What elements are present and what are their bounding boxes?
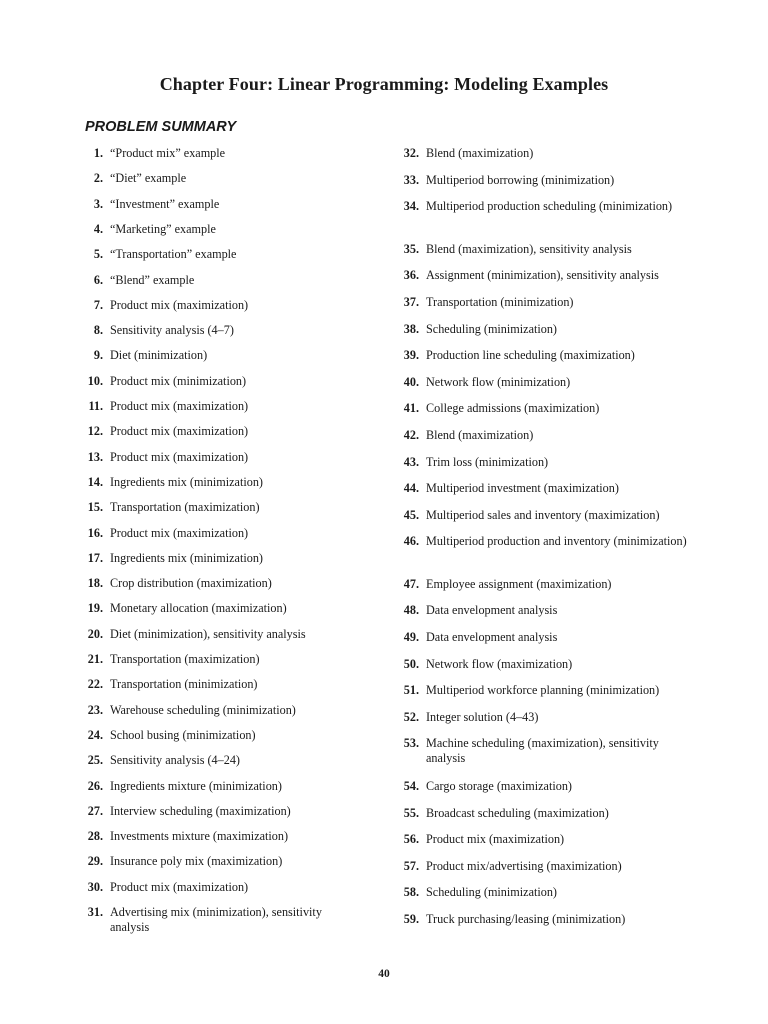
item-text: Blend (maximization), sensitivity analysis: [426, 241, 632, 256]
list-item: [72, 146, 340, 161]
list-item: [72, 854, 340, 869]
list-item: [388, 173, 688, 188]
list-item: [72, 424, 340, 439]
item-text: Ingredients mix (minimization): [110, 474, 263, 489]
list-item: [388, 710, 688, 725]
item-number: 43.: [403, 454, 419, 469]
item-text: Multiperiod production and inventory (minimization): [426, 534, 687, 549]
item-number: 23.: [87, 702, 103, 717]
item-text: Multiperiod investment (maximization): [426, 481, 619, 496]
item-text: Scheduling (minimization): [426, 885, 557, 900]
item-number: 19.: [87, 601, 103, 616]
item-text: Ingredients mixture (minimization): [110, 778, 282, 793]
list-item: [388, 322, 688, 337]
item-number: 54.: [403, 778, 419, 793]
item-text: College admissions (maximization): [426, 401, 600, 416]
item-number: 56.: [403, 832, 419, 847]
list-item: [388, 401, 688, 416]
item-number: 1.: [93, 146, 103, 160]
item-text: Ingredients mix (minimization): [110, 550, 263, 565]
list-item: [388, 912, 688, 927]
item-text: Production line scheduling (maximization): [426, 348, 635, 363]
section-heading: PROBLEM SUMMARY: [85, 119, 237, 135]
list-item: [72, 171, 340, 186]
item-text: Scheduling (minimization): [426, 321, 557, 336]
item-text: “Blend” example: [110, 272, 195, 287]
item-number: 6.: [93, 272, 103, 287]
item-number: 32.: [403, 146, 419, 160]
list-item: [72, 399, 340, 414]
item-text: Product mix (maximization): [110, 525, 249, 540]
item-number: 3.: [93, 196, 103, 211]
item-number: 4.: [93, 221, 103, 236]
list-item: [72, 905, 340, 935]
item-number: 9.: [93, 348, 103, 363]
list-item: [72, 500, 340, 515]
item-number: 13.: [87, 449, 103, 464]
item-text: Sensitivity analysis (4–7): [110, 323, 234, 338]
list-item: [72, 677, 340, 692]
list-item: [72, 576, 340, 591]
item-number: 17.: [87, 550, 103, 565]
item-text: Product mix (maximization): [110, 879, 249, 894]
list-item: [72, 728, 340, 743]
item-number: 48.: [403, 603, 419, 618]
item-text: Data envelopment analysis: [426, 603, 558, 618]
list-item: [72, 450, 340, 465]
list-item: [72, 323, 340, 338]
item-text: Crop distribution (maximization): [110, 576, 272, 591]
list-item: [388, 630, 688, 645]
item-number: 12.: [87, 424, 103, 439]
item-number: 53.: [403, 736, 419, 751]
item-text: “Transportation” example: [110, 247, 237, 262]
item-number: 47.: [403, 576, 419, 591]
list-item: [388, 534, 688, 549]
list-item: [388, 885, 688, 900]
item-text: Network flow (maximization): [426, 656, 573, 671]
item-text: “Product mix” example: [110, 146, 226, 160]
item-number: 18.: [87, 576, 103, 591]
item-text: Product mix (maximization): [110, 297, 249, 312]
item-text: Product mix (maximization): [110, 424, 249, 439]
list-item: [388, 481, 688, 496]
page-number: 40: [378, 968, 390, 980]
item-text: Blend (maximization): [426, 146, 534, 160]
item-number: 34.: [403, 199, 419, 214]
item-text: “Diet” example: [110, 171, 187, 186]
item-number: 58.: [403, 885, 419, 900]
item-text: Multiperiod sales and inventory (maximization): [426, 507, 660, 522]
item-number: 20.: [87, 626, 103, 641]
item-number: 55.: [403, 805, 419, 820]
item-number: 11.: [88, 399, 103, 413]
item-number: 46.: [403, 534, 419, 549]
list-item: [72, 753, 340, 768]
item-number: 21.: [87, 652, 103, 666]
list-item: [72, 222, 340, 237]
item-number: 28.: [87, 829, 103, 844]
item-number: 31.: [87, 905, 103, 919]
item-text: Multiperiod workforce planning (minimization): [426, 683, 660, 698]
item-number: 41.: [403, 401, 419, 416]
list-item: [388, 859, 688, 874]
item-number: 2.: [93, 171, 103, 186]
list-item: [72, 829, 340, 844]
item-text: Interview scheduling (maximization): [110, 803, 291, 818]
list-item: [72, 551, 340, 566]
item-text: Cargo storage (maximization): [426, 778, 572, 793]
item-number: 16.: [87, 525, 103, 540]
list-item: [388, 736, 688, 766]
list-item: [72, 880, 340, 895]
item-text: Investments mixture (maximization): [110, 829, 289, 844]
item-number: 44.: [403, 481, 419, 496]
item-text: “Marketing” example: [110, 221, 216, 236]
item-number: 51.: [403, 683, 419, 698]
item-text: Sensitivity analysis (4–24): [110, 753, 240, 768]
list-item: [72, 703, 340, 718]
list-item: [72, 197, 340, 212]
list-item: [72, 526, 340, 541]
list-item: [72, 374, 340, 389]
item-number: 57.: [403, 858, 419, 873]
item-text: Insurance poly mix (maximization): [110, 854, 283, 869]
item-number: 33.: [403, 172, 419, 187]
item-text: Transportation (maximization): [110, 652, 260, 666]
item-text: Transportation (minimization): [110, 677, 258, 692]
item-text: Transportation (maximization): [110, 500, 260, 515]
item-number: 24.: [87, 727, 103, 742]
item-text: Assignment (minimization), sensitivity analysis: [426, 268, 659, 283]
list-item: [388, 683, 688, 698]
item-text: Data envelopment analysis: [426, 630, 558, 644]
list-item: [72, 348, 340, 363]
item-text: Product mix (maximization): [426, 832, 565, 847]
list-item: [388, 428, 688, 443]
item-number: 35.: [403, 241, 419, 256]
list-item: [388, 199, 688, 214]
list-item: [72, 804, 340, 819]
item-number: 42.: [403, 427, 419, 442]
item-text: Network flow (minimization): [426, 374, 571, 389]
item-number: 5.: [93, 247, 103, 262]
item-text: Advertising mix (minimization), sensitivity analysis: [110, 905, 322, 934]
item-number: 36.: [403, 268, 419, 283]
item-number: 38.: [403, 321, 419, 336]
item-text: Warehouse scheduling (minimization): [110, 702, 296, 717]
list-item: [388, 806, 688, 821]
list-item: [72, 627, 340, 642]
item-text: Product mix (maximization): [110, 399, 249, 413]
item-number: 39.: [403, 348, 419, 363]
item-number: 59.: [403, 911, 419, 926]
list-item: [388, 832, 688, 847]
item-text: Employee assignment (maximization): [426, 576, 612, 591]
item-number: 45.: [403, 507, 419, 522]
item-text: Product mix (minimization): [110, 373, 247, 388]
page-title: Chapter Four: Linear Programming: Modeling Examples: [159, 74, 609, 94]
item-text: Diet (minimization): [110, 348, 208, 363]
item-number: 25.: [87, 753, 103, 768]
list-item: [388, 375, 688, 390]
list-item: [388, 146, 688, 161]
list-item: [388, 455, 688, 470]
item-text: Diet (minimization), sensitivity analysis: [110, 626, 306, 641]
item-number: 29.: [87, 854, 103, 869]
item-text: Broadcast scheduling (maximization): [426, 805, 609, 820]
item-number: 7.: [93, 297, 103, 312]
item-number: 49.: [403, 630, 419, 644]
item-number: 26.: [87, 778, 103, 793]
item-number: 52.: [403, 709, 419, 724]
item-text: Blend (maximization): [426, 427, 534, 442]
item-number: 40.: [403, 374, 419, 389]
list-item: [388, 508, 688, 523]
item-text: Monetary allocation (maximization): [110, 601, 287, 616]
item-number: 37.: [403, 294, 419, 309]
list-item: [72, 298, 340, 313]
list-item: [388, 577, 688, 592]
list-item: [72, 273, 340, 288]
list-item: [388, 603, 688, 618]
list-item: [388, 268, 688, 283]
item-text: Machine scheduling (maximization), sensitivity analysis: [426, 736, 659, 766]
item-text: Product mix/advertising (maximization): [426, 858, 622, 873]
list-item: [388, 295, 688, 310]
list-item: [388, 242, 688, 257]
list-item: [72, 779, 340, 794]
item-number: 22.: [87, 677, 103, 692]
item-text: Product mix (maximization): [110, 449, 249, 464]
list-item: [388, 348, 688, 363]
item-text: Transportation (minimization): [426, 294, 574, 309]
item-text: Multiperiod production scheduling (minimization): [426, 199, 673, 214]
list-item: [72, 475, 340, 490]
item-number: 50.: [403, 656, 419, 671]
list-item: [388, 657, 688, 672]
item-text: Trim loss (minimization): [426, 454, 549, 469]
item-number: 30.: [87, 879, 103, 894]
item-number: 10.: [87, 373, 103, 388]
list-item: [72, 247, 340, 262]
item-number: 8.: [93, 323, 103, 338]
item-number: 14.: [87, 474, 103, 489]
list-item: [72, 601, 340, 616]
item-number: 27.: [87, 803, 103, 818]
item-text: School busing (minimization): [110, 727, 256, 742]
list-item: [72, 652, 340, 667]
list-item: [388, 779, 688, 794]
item-text: “Investment” example: [110, 196, 220, 211]
item-text: Multiperiod borrowing (minimization): [426, 172, 615, 187]
item-number: 15.: [87, 500, 103, 515]
item-text: Integer solution (4–43): [426, 709, 539, 724]
item-text: Truck purchasing/leasing (minimization): [426, 911, 626, 926]
